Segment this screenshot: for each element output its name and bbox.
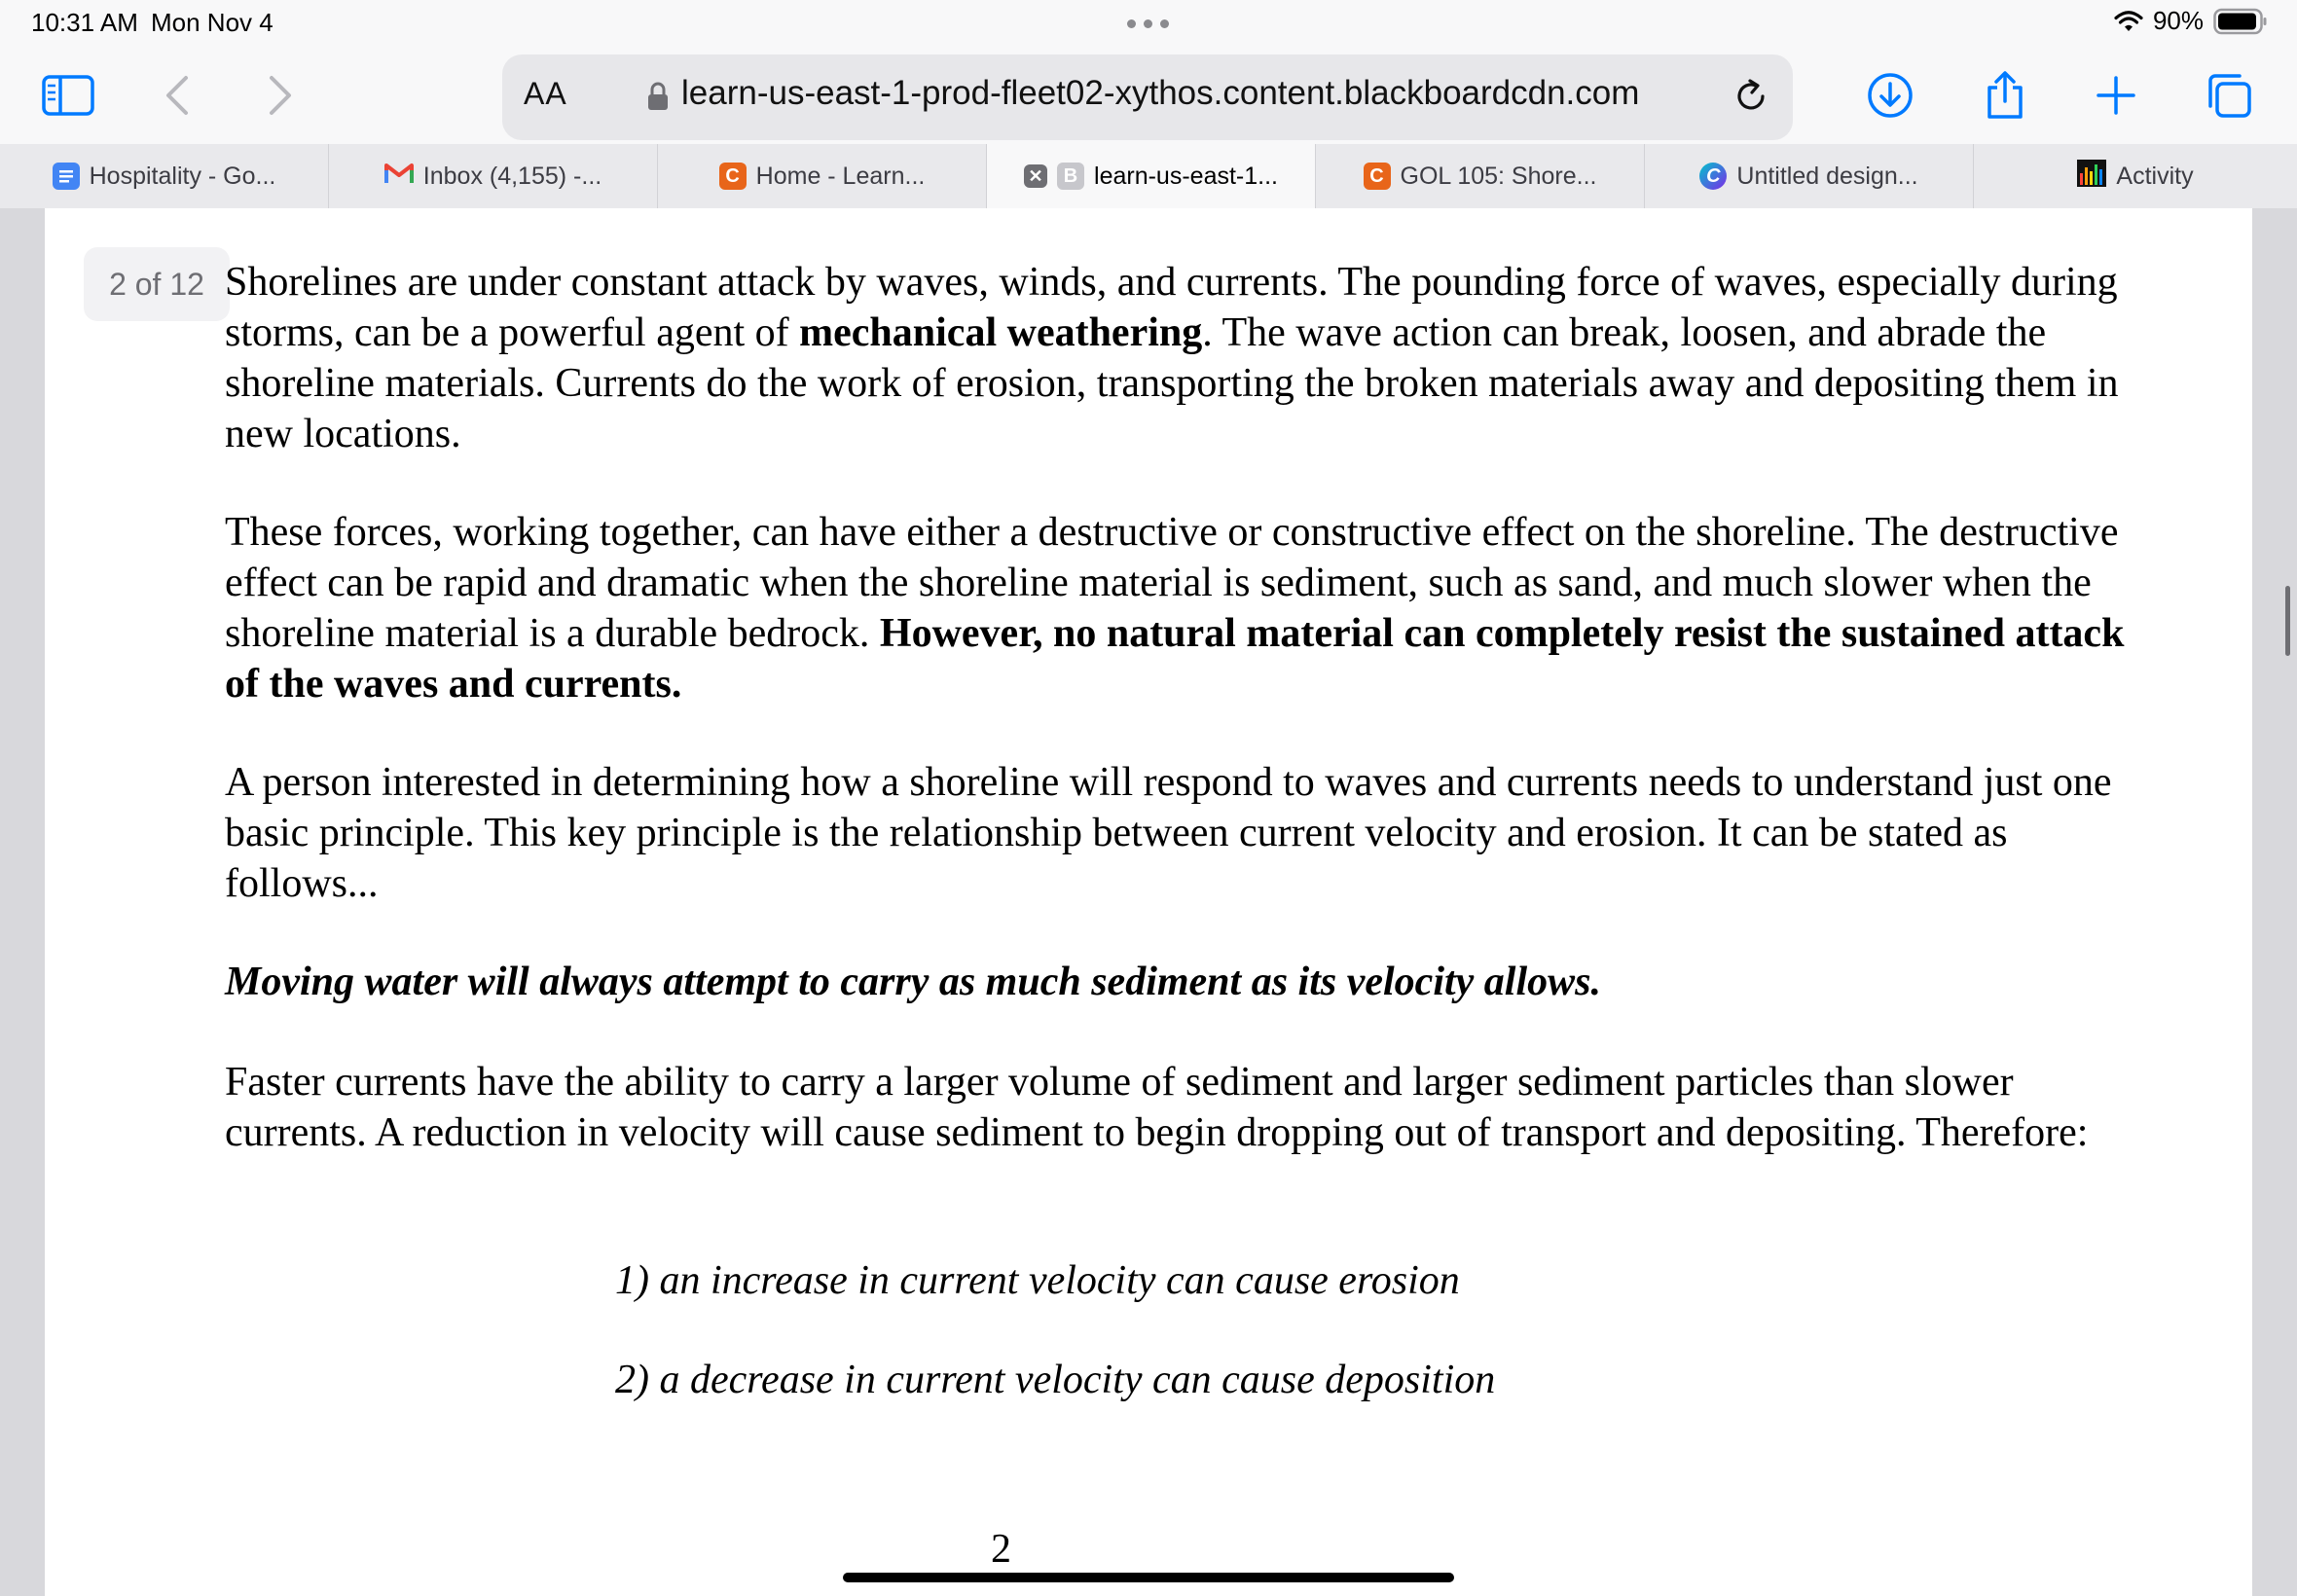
status-time: 10:31 AM	[31, 8, 138, 37]
multitasking-dots-icon[interactable]	[1127, 19, 1169, 28]
key-principle: Moving water will always attempt to carry as much sediment as its velocity allows.	[225, 960, 1601, 1004]
tab-label: Home - Learn...	[755, 162, 926, 190]
new-tab-icon[interactable]	[2085, 64, 2147, 127]
tab-home-learn[interactable]	[658, 144, 987, 208]
downloads-icon[interactable]	[1859, 64, 1921, 127]
tab-untitled-design[interactable]	[1645, 144, 1974, 208]
battery-icon	[2213, 8, 2268, 35]
tab-label: Hospitality - Go...	[89, 162, 276, 190]
reader-aa-button[interactable]: AA	[524, 76, 567, 111]
c-logo-icon: C	[719, 163, 747, 190]
status-date: Mon Nov 4	[151, 8, 273, 37]
battery-percent: 90%	[2152, 6, 2204, 35]
browser-toolbar	[0, 47, 2297, 144]
sidebar-toggle-icon[interactable]	[37, 64, 99, 127]
page-counter: 2 of 12	[84, 247, 230, 321]
pdf-page	[45, 208, 2252, 1596]
status-bar	[0, 0, 2297, 47]
url-text[interactable]: learn-us-east-1-prod-fleet02-xythos.content.blackboardcdn.com	[681, 74, 1640, 112]
tab-label: Inbox (4,155) -...	[422, 162, 602, 190]
address-bar[interactable]	[502, 54, 1793, 140]
page-number: 2	[991, 1527, 1011, 1572]
close-tab-icon[interactable]: ✕	[1024, 164, 1047, 188]
paragraph: Shorelines are under constant attack by waves, winds, and currents. The pounding force of waves, especially during storms, can be a powerful agent of mechanical weathering. The wave action can break, loosen, and abrade the shoreline materials. Currents do the work of erosion, transporting the broken materials away and depositing them in new locations.	[225, 260, 2119, 456]
tab-learn-us-east[interactable]	[987, 144, 1316, 208]
back-icon[interactable]	[146, 64, 208, 127]
bar-chart-icon	[2077, 160, 2106, 194]
reload-icon[interactable]	[1731, 76, 1771, 117]
canva-icon: C	[1699, 163, 1727, 190]
paragraph: These forces, working together, can have either a destructive or constructive effect on the shoreline. The destructive effect can be rapid and dramatic when the shoreline material is sediment, such as sand, and much slower when the shoreline material is a durable bedrock. However, no natural material can completely resist the sustained attack of the waves and currents.	[225, 510, 2125, 707]
status-indicators	[2114, 6, 2268, 36]
pdf-viewer[interactable]	[0, 208, 2297, 1596]
tab-inbox[interactable]	[329, 144, 658, 208]
tab-gol-105[interactable]	[1316, 144, 1645, 208]
home-indicator[interactable]	[843, 1573, 1454, 1582]
bold-term: mechanical weathering	[799, 310, 1203, 355]
gmail-icon	[384, 162, 414, 192]
bold-statement: However, no natural material can completely resist the sustained attack of the waves and currents.	[225, 611, 2125, 707]
paragraph: Faster currents have the ability to carry a larger volume of sediment and larger sediment particles than slower currents. A reduction in velocity will cause sediment to begin dropping out of transport and depositing. Therefore:	[225, 1060, 2089, 1155]
tab-bar	[0, 144, 2297, 209]
wifi-icon	[2114, 10, 2143, 33]
tab-label: Untitled design...	[1736, 162, 1918, 190]
forward-icon[interactable]	[249, 64, 311, 127]
share-icon[interactable]	[1974, 64, 2036, 127]
tab-activity[interactable]	[1974, 144, 2297, 208]
lock-icon	[646, 82, 670, 111]
rule-item: 2) a decrease in current velocity can cause deposition	[615, 1358, 1496, 1402]
paragraph: A person interested in determining how a shoreline will respond to waves and currents needs to understand just one basic principle. This key principle is the relationship between current velocity and erosion. It can be stated as follows...	[225, 760, 2112, 906]
scroll-indicator[interactable]	[2285, 586, 2290, 656]
c-logo-icon: C	[1364, 163, 1391, 190]
tab-overview-icon[interactable]	[2198, 64, 2260, 127]
tab-label: Activity	[2116, 162, 2194, 190]
google-docs-icon	[53, 163, 80, 190]
tab-label: learn-us-east-1...	[1094, 162, 1278, 190]
b-logo-icon: B	[1057, 163, 1084, 190]
rule-item: 1) an increase in current velocity can cause erosion	[615, 1258, 1460, 1303]
tab-label: GOL 105: Shore...	[1400, 162, 1597, 190]
tab-hospitality[interactable]	[0, 144, 329, 208]
